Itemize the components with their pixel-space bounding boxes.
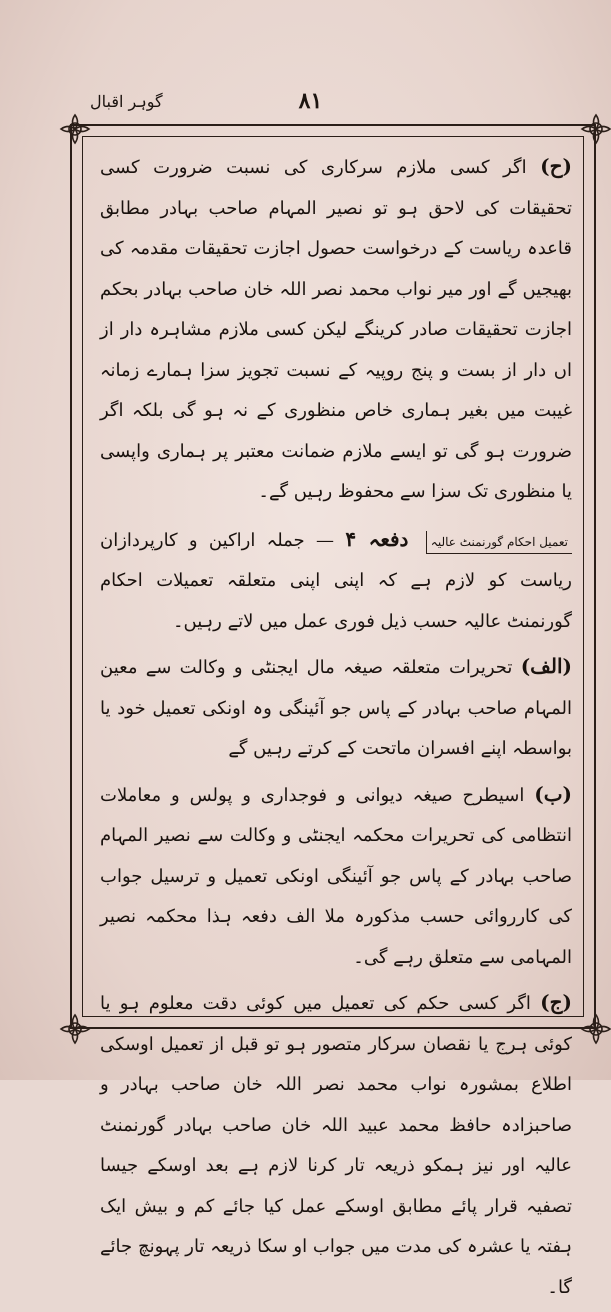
item-text: اسیطرح صیغہ دیوانی و فوجداری و پولس و معاملات انتظامی کی تحریرات محکمہ ایجنٹی و وکالت سے نصیر المہام صاحب بہادر کے پاس جو آئینگی اونکی تعمیل و ترسیل جواب کی کارروائی حسب مذکورہ ملا الف دفعہ ہذا محکمہ نصیر المہامی سے متعلق رہے گی۔ xyxy=(100,784,572,968)
clause-marker: (ب) xyxy=(534,781,572,806)
item-text: تحریرات متعلقہ صیغہ مال ایجنٹی و وکالت سے معین المہام صاحب بہادر کے پاس جو آئینگی وہ اونکی تعمیل خود یا بواسطہ اپنے افسران ماتحت کے کرتے رہیں گے xyxy=(100,657,572,759)
section-label: دفعہ ۴ xyxy=(345,526,409,551)
corner-ornament-icon xyxy=(579,112,611,146)
margin-note: تعمیل احکام گورنمنٹ عالیہ xyxy=(426,531,572,554)
page-header xyxy=(70,88,551,118)
item-alif xyxy=(100,646,572,770)
paragraph-h xyxy=(100,146,572,513)
corner-ornament-icon xyxy=(58,112,92,146)
paragraph-text: اگر کسی ملازم سرکاری کی نسبت ضرورت کسی تحقیقات کی لاحق ہو تو نصیر المہام صاحب بہادر مطابق قاعدہ ریاست کے درخواست حصول اجازت تحقیقات مقدمہ کی بھیجیں گے اور میر نواب محمد نصر اللہ خان صاحب بہادر بحکم اجازت تحقیقات صادر کرینگے لیکن کسی ملازم مشاہرہ دار از اں دار از بست و پنج روپیہ کے نسبت تجویز سزا ہمارے زمانہ غیبت میں بغیر ہماری خاص منظوری کے نہ ہو گی بلکہ اگر ضرورت ہو گی تو ایسے ملازم ضمانت معتبر پر ہماری واپسی یا منظوری تک سزا سے محفوظ رہیں گے۔ xyxy=(100,157,573,502)
item-be xyxy=(100,774,572,979)
item-text: اگر کسی حکم کی تعمیل میں کوئی دقت معلوم ہو یا کوئی ہرج یا نقصان سرکار متصور ہو تو قبل از تعمیل اوسکی اطلاع بمشورہ نواب محمد نصر اللہ خان صاحب بہادر و صاحبزادہ حافظ محمد عبید اللہ خان صاحب بہادر گورنمنٹ عالیہ اور نیز ہمکو ذریعہ تار کرنا لازم ہے بعد اوسکے جیسا تصفیہ قرار پائے مطابق اوسکے عمل کیا جائے کم و بیش ایک ہفتہ یا عشرہ کی مدت میں جواب او سکا ذریعہ تار پہونچ جائے گا۔ xyxy=(100,993,572,1298)
section-text: جملہ اراکین و کارپردازان ریاست کو لازم ہے کہ اپنی اپنی متعلقہ تعمیلات احکام گورنمنٹ عالیہ حسب ذیل فوری عمل میں لاتے رہیں۔ xyxy=(100,529,572,632)
section-4: تعمیل احکام گورنمنٹ عالیہ دفعہ ۴ — جملہ اراکین و کارپردازان ریاست کو لازم ہے کہ اپنی اپنی متعلقہ تعمیلات احکام گورنمنٹ عالیہ حسب ذیل فوری عمل میں لاتے رہیں۔ xyxy=(100,526,572,632)
clause-marker: (ح) xyxy=(540,154,572,178)
item-jeem xyxy=(100,982,572,1308)
clause-marker: (ج) xyxy=(540,990,572,1014)
clause-marker: (الف) xyxy=(520,654,572,678)
page-number: ۸۱ xyxy=(298,88,323,114)
corner-ornament-icon xyxy=(579,1012,611,1046)
running-title: گوہر اقبال xyxy=(90,92,163,111)
corner-ornament-icon xyxy=(58,1012,92,1046)
body-text xyxy=(100,146,572,1312)
